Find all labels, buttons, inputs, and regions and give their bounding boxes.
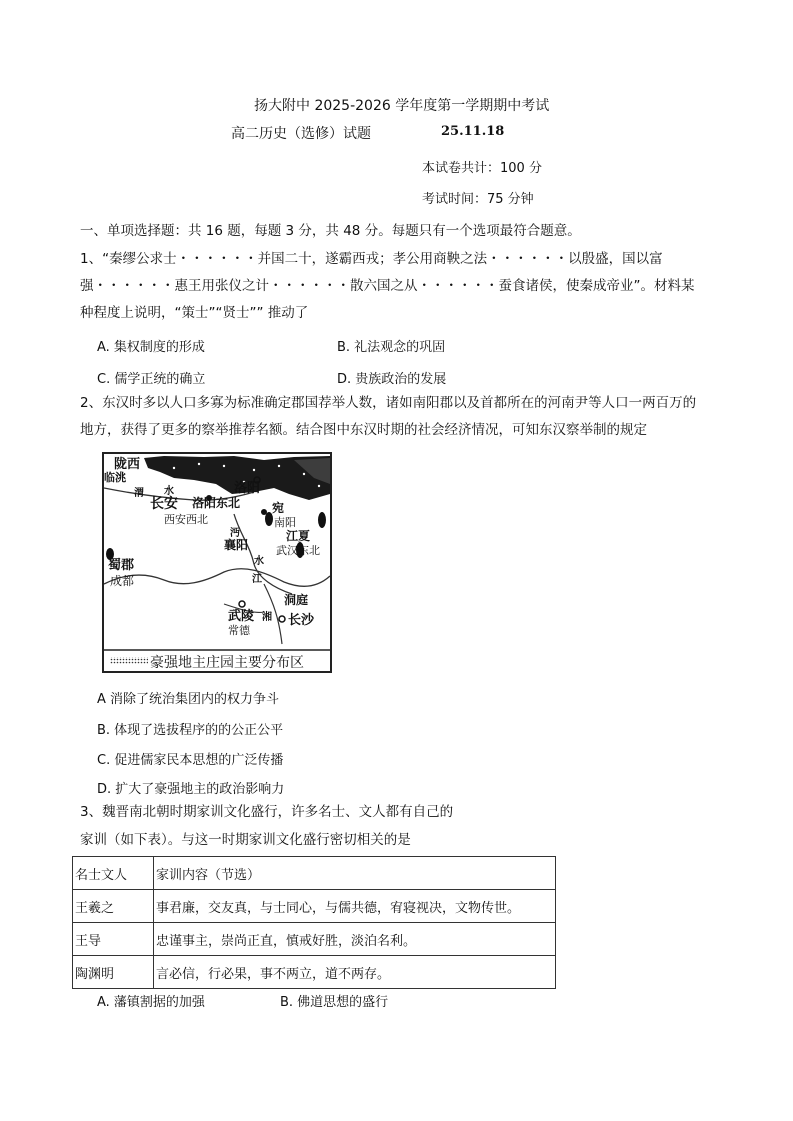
- label-chengdu: 成都: [110, 574, 135, 588]
- q1-option-d: D. 贵族政治的发展: [337, 372, 447, 387]
- label-wan: 宛: [272, 501, 285, 515]
- label-luoyang: 洛阳: [234, 481, 261, 496]
- label-changan: 长安: [150, 496, 178, 512]
- exam-subtitle: 高二历史（选修）试题: [231, 126, 371, 142]
- label-wei: 渭: [134, 488, 144, 499]
- q3-option-a: A. 藩镇割据的加强: [97, 995, 205, 1010]
- table-row: [73, 890, 556, 923]
- table-cell: 王羲之: [73, 890, 154, 923]
- label-luoyang-ne: 洛阳东北: [192, 496, 241, 510]
- table-header-row: [73, 857, 556, 890]
- table-cell: 王导: [73, 923, 154, 956]
- q1-line3: 种程度上说明，“策士”“贤士”” 推动了: [80, 305, 309, 321]
- nanyang-marker: [261, 509, 267, 515]
- table-cell: 忠谨事主，崇尚正直，慎戒好胜，淡泊名利。: [154, 923, 556, 956]
- table-header-cell: 家训内容（节选）: [154, 857, 556, 890]
- yangtze-river: [104, 569, 330, 587]
- legend-swatch: [110, 657, 148, 664]
- label-xian-nw: 西安西北: [164, 513, 208, 526]
- label-xiang: 湘: [262, 612, 272, 623]
- table-cell: 言必信，行必果，事不两立，道不两存。: [154, 956, 556, 989]
- table-header-cell: 名士文人: [73, 857, 154, 890]
- manor-east: [318, 512, 326, 528]
- label-wuhan-ne: 武汉东北: [276, 544, 320, 557]
- q1-option-b: B. 礼法观念的巩固: [337, 340, 446, 355]
- q1-line2: 强・・・・・・惠王用张仪之计・・・・・・散六国之从・・・・・・蚕食诸侯，使秦成帝业”。材料某: [80, 278, 695, 294]
- label-shui2: 水: [254, 556, 264, 567]
- table-row: [73, 956, 556, 989]
- wuling-marker: [239, 601, 245, 607]
- label-jiangxia: 江夏: [286, 529, 311, 543]
- label-nanyang: 南阳: [274, 516, 296, 529]
- total-score: 本试卷共计：100 分: [422, 161, 542, 176]
- section-heading: 一、单项选择题：共 16 题，每题 3 分，共 48 分。每题只有一个选项最符合题意。: [80, 223, 581, 239]
- label-shu: 蜀郡: [108, 558, 135, 573]
- q2-option-a: A 消除了统治集团内的权力争斗: [97, 692, 280, 707]
- label-jiang: 江: [252, 574, 262, 585]
- label-xiangyang: 襄阳: [224, 538, 249, 552]
- label-changsha: 长沙: [288, 613, 315, 628]
- label-longxi: 陇西: [114, 457, 141, 472]
- label-shui: 水: [164, 486, 174, 497]
- label-dongting: 洞庭: [284, 593, 309, 607]
- changsha-marker: [279, 616, 285, 622]
- exam-date: 25.11.18: [441, 124, 505, 139]
- label-mian: 沔: [230, 528, 240, 539]
- q1-option-c: C. 儒学正统的确立: [97, 372, 206, 387]
- map-legend: 豪强地主庄园主要分布区: [150, 655, 304, 671]
- q2-line1: 2、东汉时多以人口多寡为标准确定郡国荐举人数，诸如南阳郡以及首都所在的河南尹等人口一两百万的: [80, 395, 697, 411]
- label-wuling: 武陵: [228, 609, 255, 624]
- table-cell: 陶渊明: [73, 956, 154, 989]
- q1-line1: 1、“秦缪公求士・・・・・・并国二十，遂霸西戎；孝公用商鞅之法・・・・・・以殷盛，国以富: [80, 251, 663, 267]
- q1-option-a: A. 集权制度的形成: [97, 340, 205, 355]
- table-cell: 事君廉，交友真，与士同心，与儒共德，宥寝视决，文物传世。: [154, 890, 556, 923]
- label-changde: 常德: [228, 624, 250, 637]
- q2-option-b: B. 体现了选拔程序的的公正公平: [97, 723, 284, 738]
- label-lintao: 临洮: [104, 471, 126, 484]
- map-drawing: [104, 454, 330, 671]
- eastern-han-map: [102, 452, 332, 673]
- q2-option-d: D. 扩大了豪强地主的政治影响力: [97, 782, 285, 797]
- exam-title: 扬大附中 2025-2026 学年度第一学期期中考试: [254, 98, 550, 114]
- q2-line2: 地方，获得了更多的察举推荐名额。结合图中东汉时期的社会经济情况，可知东汉察举制的规定: [80, 422, 647, 438]
- q3-line1: 3、魏晋南北朝时期家训文化盛行，许多名士、文人都有自己的: [80, 804, 454, 820]
- q3-line2: 家训（如下表）。与这一时期家训文化盛行密切相关的是: [80, 832, 411, 848]
- family-instruction-table: [72, 856, 556, 989]
- table-row: [73, 923, 556, 956]
- q2-option-c: C. 促进儒家民本思想的广泛传播: [97, 753, 284, 768]
- q3-option-b: B. 佛道思想的盛行: [280, 995, 389, 1010]
- exam-time: 考试时间：75 分钟: [422, 192, 534, 207]
